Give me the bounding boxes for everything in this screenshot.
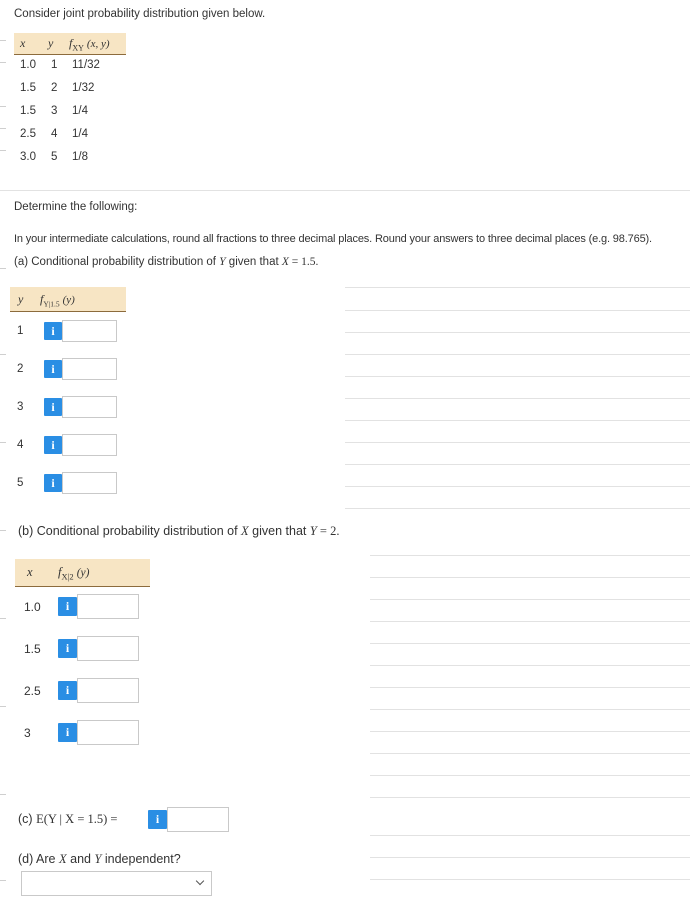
chevron-down-icon: [196, 877, 204, 885]
info-icon[interactable]: i: [148, 810, 167, 829]
part-b-table-header: [15, 559, 150, 587]
part-a-header-f: $f_{Y|1.5}$ (y): [40, 292, 75, 309]
part-b-header-x: x: [27, 565, 33, 579]
info-icon[interactable]: i: [44, 322, 62, 340]
info-icon[interactable]: i: [44, 474, 62, 492]
part-a-answer-input-1[interactable]: [62, 320, 117, 342]
info-icon[interactable]: i: [58, 597, 77, 616]
joint-header-x: x: [20, 36, 26, 50]
part-b-answer-input-2[interactable]: [77, 636, 139, 661]
info-icon[interactable]: i: [58, 681, 77, 700]
info-icon[interactable]: i: [58, 723, 77, 742]
intro-text: Consider joint probability distribution given below.: [14, 8, 266, 20]
joint-table-header: [14, 33, 126, 55]
part-c-label: (c) E(Y | X = 1.5) =: [18, 812, 118, 826]
part-b-header-f: $f_{X|2}$ (y): [58, 565, 90, 582]
instruction-text: In your intermediate calculations, round all fractions to three decimal places. Round your answers to three decimal places (e.g. 98.765).: [14, 233, 652, 245]
part-b-answer-input-1[interactable]: [77, 594, 139, 619]
part-a-answer-input-2[interactable]: [62, 358, 117, 380]
part-a-answer-input-4[interactable]: [62, 434, 117, 456]
part-c-answer-input[interactable]: [167, 807, 229, 832]
part-a-label: (a) Conditional probability distribution of Y given that X = 1.5.: [14, 256, 319, 268]
info-icon[interactable]: i: [58, 639, 77, 658]
joint-header-y: y: [48, 36, 54, 50]
part-a-table-header: [10, 287, 126, 312]
info-icon[interactable]: i: [44, 436, 62, 454]
part-b-answer-input-3[interactable]: [77, 678, 139, 703]
part-b-answer-input-4[interactable]: [77, 720, 139, 745]
joint-header-f: $f_{XY}$ (x, y): [69, 36, 110, 53]
determine-text: Determine the following:: [14, 201, 138, 213]
part-a-answer-input-5[interactable]: [62, 472, 117, 494]
info-icon[interactable]: i: [44, 398, 62, 416]
part-a-answer-input-3[interactable]: [62, 396, 117, 418]
info-icon[interactable]: i: [44, 360, 62, 378]
part-d-label: (d) Are X and Y independent?: [18, 852, 181, 866]
part-d-independence-select[interactable]: [21, 871, 212, 896]
part-b-label: (b) Conditional probability distribution of X given that Y = 2.: [18, 524, 340, 538]
part-a-header-y: y: [18, 292, 24, 306]
